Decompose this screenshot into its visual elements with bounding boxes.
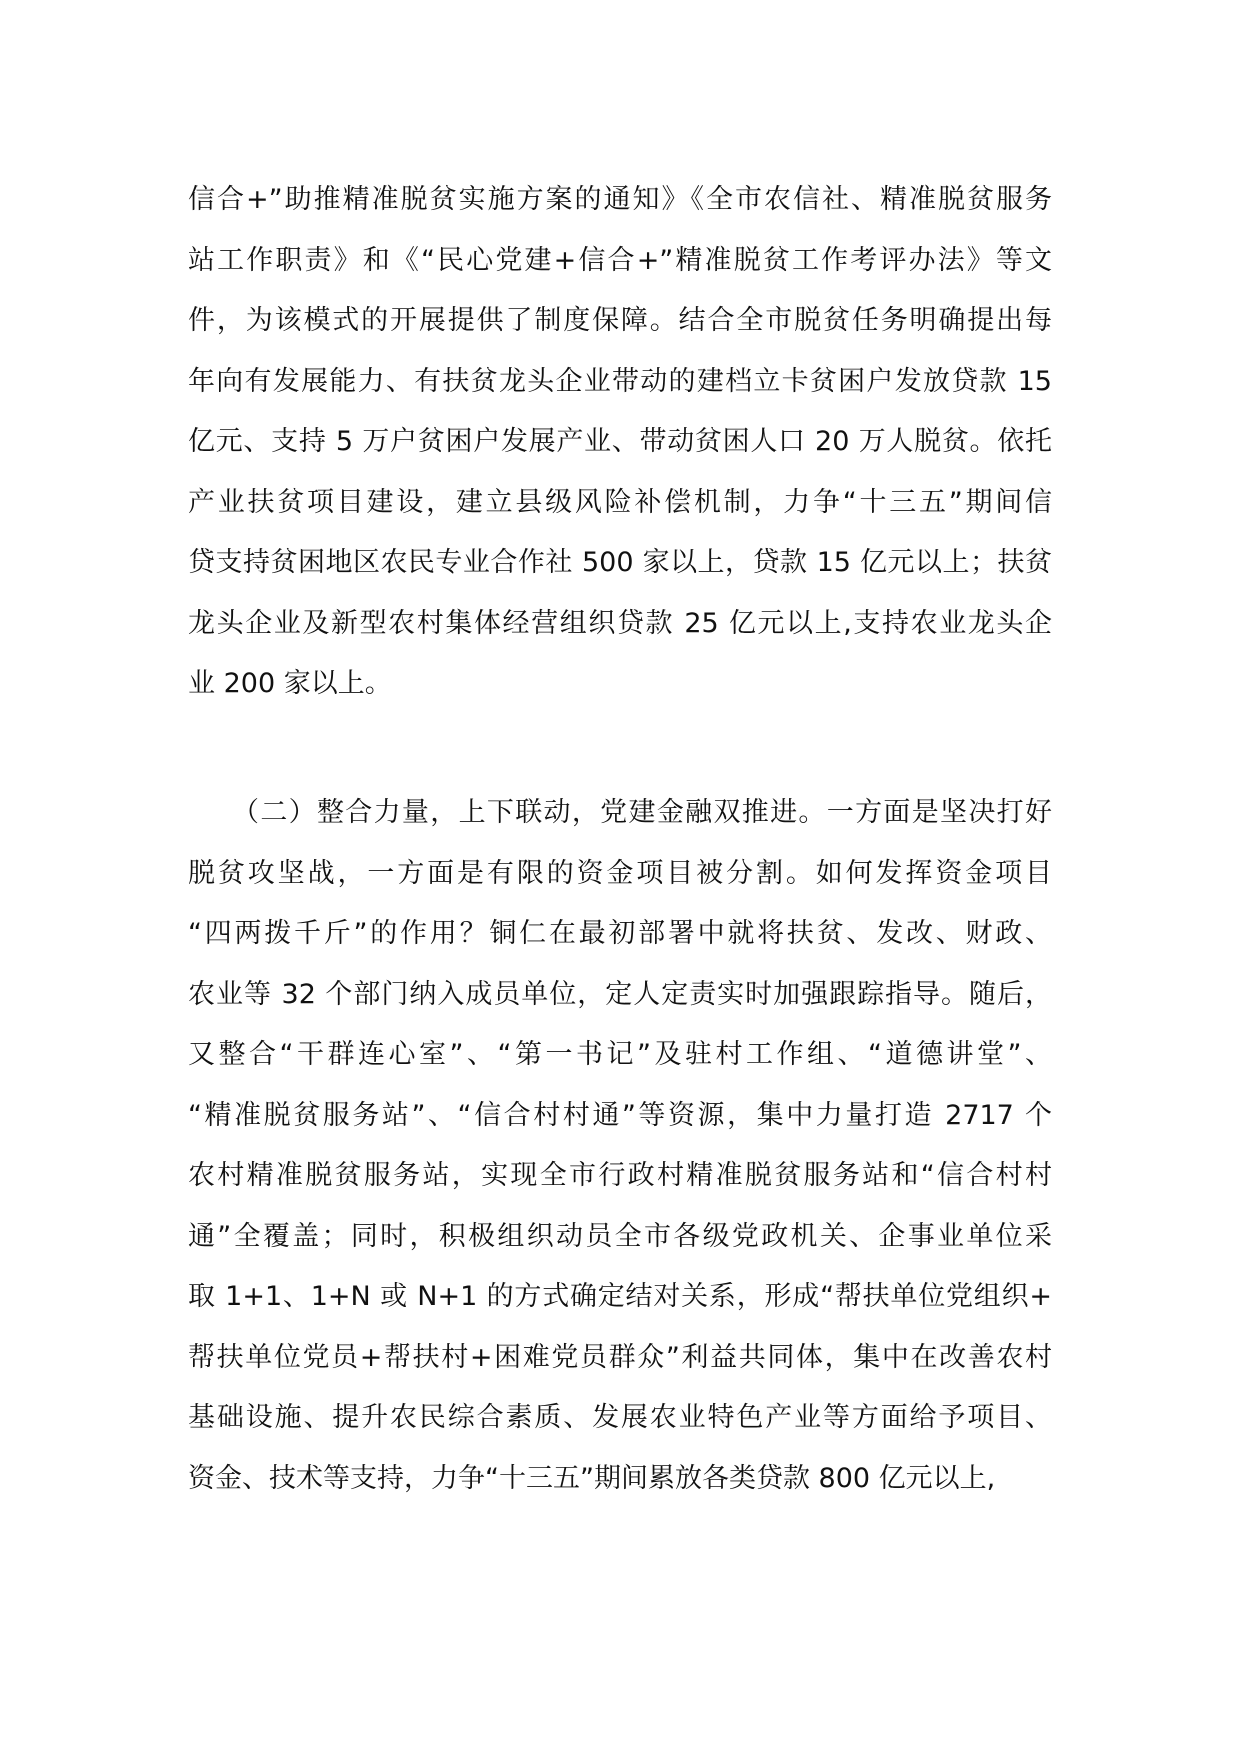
text-line: 站工作职责》和《“民心党建+信合+”精准脱贫工作考评办法》等文 (188, 244, 1052, 276)
text-line: 产业扶贫项目建设，建立县级风险补偿机制，力争“十三五”期间信 (188, 486, 1052, 518)
text-line: “四两拨千斤”的作用？铜仁在最初部署中就将扶贫、发改、财政、 (188, 918, 1052, 949)
text-line: 通”全覆盖；同时，积极组织动员全市各级党政机关、企事业单位采 (188, 1220, 1052, 1252)
text-line: 农业等 32 个部门纳入成员单位，定人定责实时加强跟踪指导。随后， (188, 978, 1052, 1010)
text-line: 帮扶单位党员+帮扶村+困难党员群众”利益共同体，集中在改善农村 (188, 1341, 1052, 1373)
text-line: 亿元、支持 5 万户贫困户发展产业、带动贫困人口 20 万人脱贫。依托 (188, 426, 1052, 457)
body-paragraph-1 (188, 170, 1052, 715)
text-line: 业 200 家以上。 (188, 668, 392, 699)
text-line: 脱贫攻坚战，一方面是有限的资金项目被分割。如何发挥资金项目 (188, 857, 1052, 889)
text-line: 资金、技术等支持，力争“十三五”期间累放各类贷款 800 亿元以上, (188, 1462, 996, 1494)
text-line: 取 1+1、1+N 或 N+1 的方式确定结对关系，形成“帮扶单位党组织+ (188, 1281, 1052, 1312)
text-line: 农村精准脱贫服务站，实现全市行政村精准脱贫服务站和“信合村村 (188, 1160, 1052, 1191)
text-line: 贷支持贫困地区农民专业合作社 500 家以上，贷款 15 亿元以上；扶贫 (188, 547, 1052, 578)
text-line: 又整合“干群连心室”、“第一书记”及驻村工作组、“道德讲堂”、 (188, 1039, 1052, 1070)
text-line: 信合+”助推精准脱贫实施方案的通知》《全市农信社、精准脱贫服务 (188, 184, 1052, 215)
text-line: 基础设施、提升农民综合素质、发展农业特色产业等方面给予项目、 (188, 1402, 1052, 1433)
section-heading-line: （二）整合力量，上下联动，党建金融双推进。一方面是坚决打好 (232, 797, 1052, 828)
text-line: “精准脱贫服务站”、“信合村村通”等资源，集中力量打造 2717 个 (188, 1099, 1052, 1131)
text-line: 件，为该模式的开展提供了制度保障。结合全市脱贫任务明确提出每 (188, 305, 1052, 336)
body-paragraph-2 (188, 783, 1052, 1509)
text-line: 龙头企业及新型农村集体经营组织贷款 25 亿元以上,支持农业龙头企 (188, 607, 1052, 639)
text-line: 年向有发展能力、有扶贫龙头企业带动的建档立卡贫困户发放贷款 15 (188, 365, 1052, 397)
